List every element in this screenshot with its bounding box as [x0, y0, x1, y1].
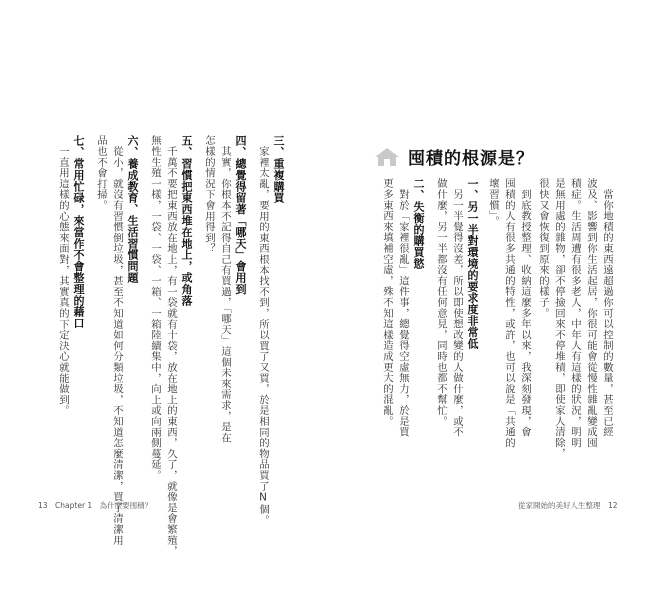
text-line: 家裡太亂，要用的東西根本找不到，所以買了又買，於是相同的物品買了N個。: [257, 135, 269, 526]
text-line: 怎樣的情況下會用得到？: [203, 135, 215, 254]
section-heading: 七、常用忙碌，來當作不會整理的藉口: [72, 135, 85, 329]
text-line: 壞習慣」。: [487, 178, 499, 227]
page-footer-left: 13 Chapter 1 為什麼要囤積？: [38, 501, 153, 510]
text-line: 更多東西來填補空虛，殊不知這樣造成更大的混亂。: [381, 178, 393, 427]
text-line: 做什麼，另一半都沒有任何意見，同時也都不幫忙。: [435, 178, 447, 427]
text-line: 其實，你根本不記得自己有買過，「哪天」這個未來需求，是在: [219, 135, 231, 443]
house-icon: [374, 147, 400, 167]
section-heading: 四、總覺得留著「哪天」會用到: [234, 135, 247, 295]
text-line: 對於「家裡很亂」這件事，總覺得空虛無力，於是買: [397, 178, 409, 438]
section-heading: 二、失衡的購買慾: [412, 178, 425, 270]
text-line: 是無用處的雜物，卻不停撿回來不停堆積，即使家人清除，: [553, 178, 565, 459]
section-title-text: 囤積的根源是？: [408, 149, 534, 169]
text-line: 千萬不要把東西放在地上，有一袋就有十袋，放在地上的東西，久了，就像是會繁殖，: [165, 135, 177, 557]
text-line: 另一半覺得沒差，所以即使想改變的人做什麼，或不: [451, 178, 463, 438]
text-line: 一直用這樣的心態來面對，其實真的下定決心就能做到。: [57, 135, 69, 416]
text-line: 積症。生活周遭有很多老人，中年人有這樣的狀況，明明: [569, 178, 581, 448]
text-line: 從小，就沒有習慣倒垃圾，甚至不知道如何分類垃圾，不知道怎麼清潔，買了清潔用: [111, 135, 123, 546]
text-line: 當你地積的東西遠超過你可以控制的數量，甚至已經: [601, 178, 613, 438]
chapter-section-title: [372, 144, 534, 169]
text-line: 到底教授整理、收納這麼多年以來，我深刻發現，會: [519, 178, 531, 438]
text-line: 無性生殖一樣，一袋、一袋、一箱、一箱陸續集中，向上或向兩側蔓延。: [149, 135, 161, 481]
text-line: 品也不會打掃。: [95, 135, 107, 211]
section-heading: 三、重複購買: [272, 135, 285, 204]
text-line: 囤積的人有很多共通的特性，或許，也可以說是「共通的: [503, 178, 515, 448]
page-footer-right: 從家開始的美好人生整理 12: [518, 501, 618, 510]
text-line: 很快又會恢復到原來的樣子。: [537, 178, 549, 319]
section-heading: 一、另一半對環境的要求度非常低: [466, 178, 479, 349]
section-heading: 六、養成教育、生活習慣問題: [126, 135, 139, 284]
text-line: 波及、影響到你生活起居，你很可能會從慢性雜亂變成囤: [585, 178, 597, 448]
section-heading: 五、習慣把東西堆在地上，或角落: [180, 135, 193, 306]
